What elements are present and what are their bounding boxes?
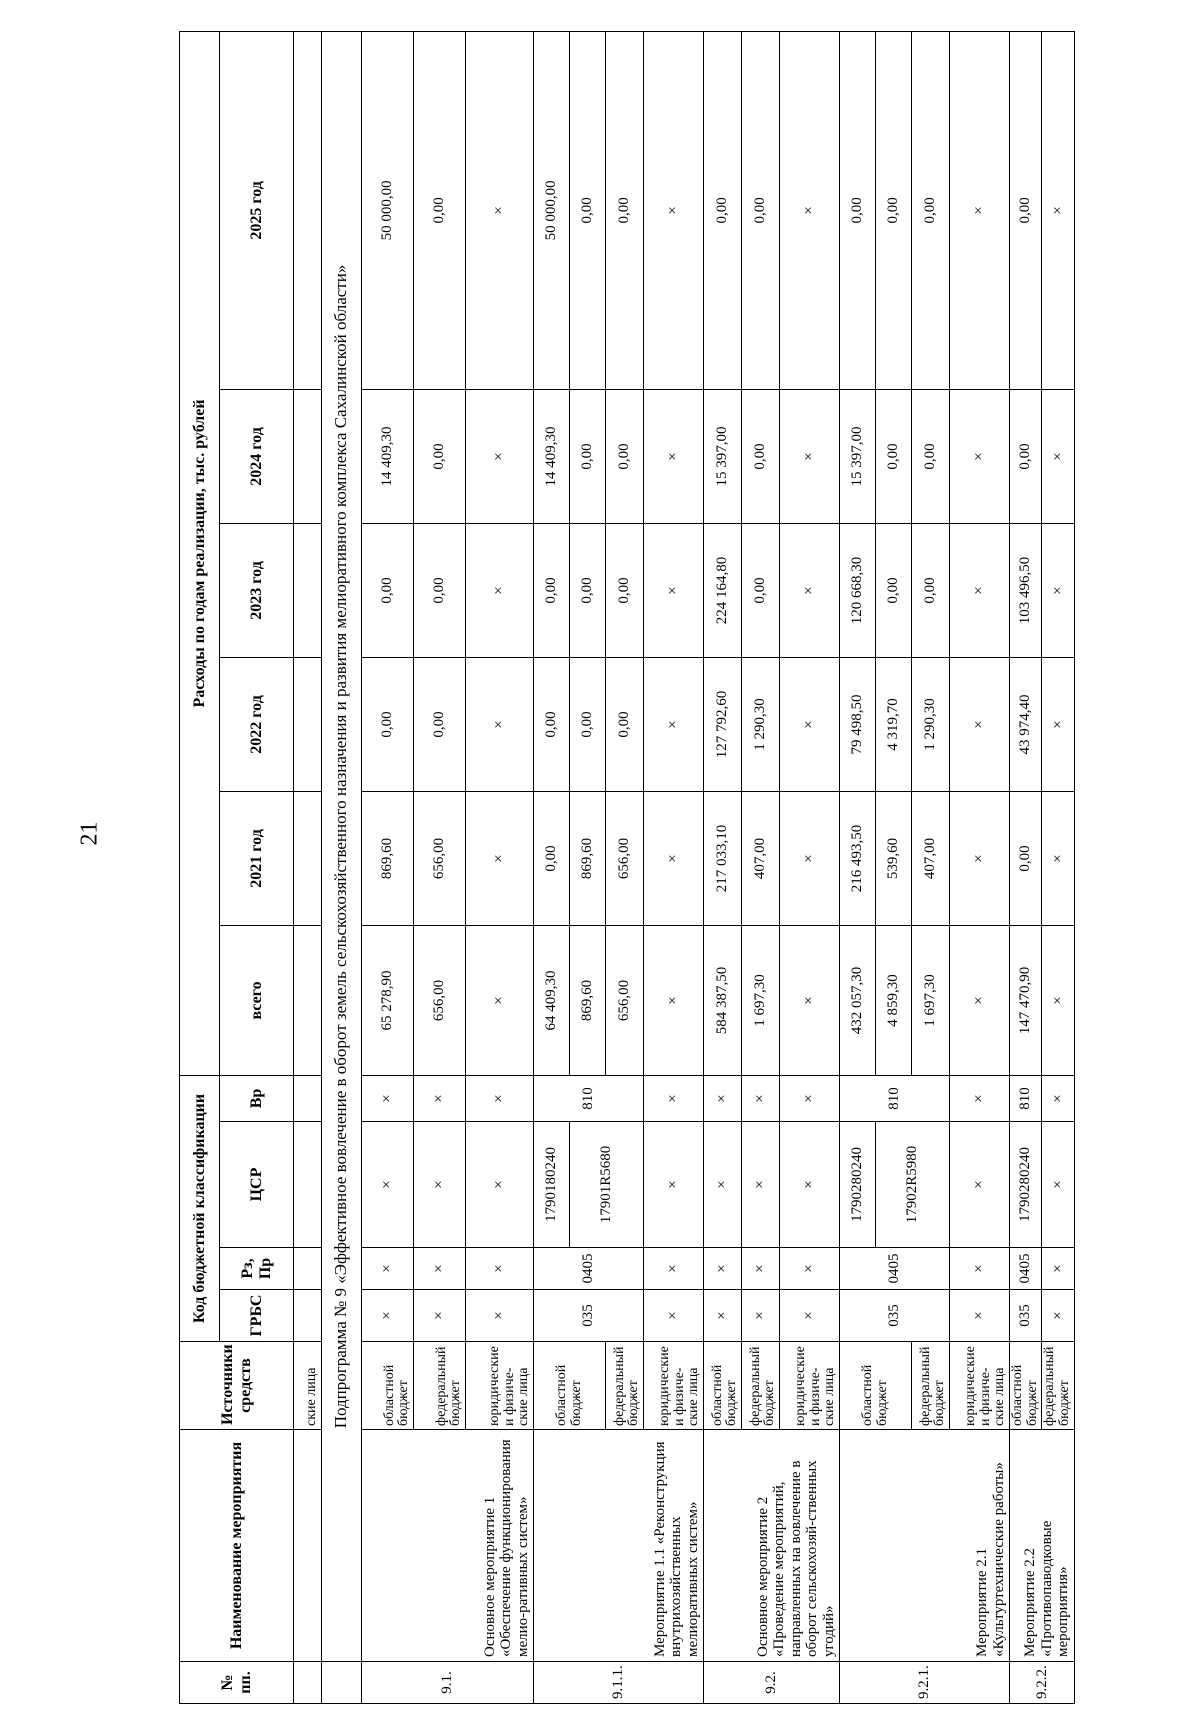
value-2024: 0,00	[742, 389, 780, 523]
x-mark: ×	[466, 1290, 534, 1342]
x-mark: ×	[780, 1290, 840, 1342]
x-mark: ×	[644, 657, 704, 791]
value-2023: 0,00	[606, 523, 644, 657]
x-mark: ×	[414, 1248, 466, 1290]
grbs-code: 035	[1010, 1290, 1042, 1342]
x-mark: ×	[466, 1122, 534, 1248]
value-2024: 0,00	[912, 389, 950, 523]
csr-code: 1790280240	[840, 1122, 876, 1248]
value-2025: 0,00	[414, 31, 466, 389]
value-2022: 1 290,30	[912, 657, 950, 791]
x-mark: ×	[780, 657, 840, 791]
csr-code: 17901R5680	[570, 1122, 644, 1248]
value-total: 432 057,30	[840, 925, 876, 1075]
x-mark: ×	[414, 1290, 466, 1342]
event-name: Мероприятие 2.2 «Противопаводковые мероприятия»	[1010, 1430, 1075, 1662]
value-2024: 0,00	[876, 389, 912, 523]
x-mark: ×	[704, 1290, 742, 1342]
header-2021: 2021 год	[220, 791, 294, 925]
carryover-row	[294, 31, 322, 1703]
x-mark: ×	[1042, 523, 1074, 657]
rzpr-code: 0405	[534, 1248, 644, 1290]
x-mark: ×	[644, 791, 704, 925]
value-2021: 656,00	[414, 791, 466, 925]
header-2024: 2024 год	[220, 389, 294, 523]
value-total: 656,00	[606, 925, 644, 1075]
x-mark: ×	[950, 31, 1010, 389]
value-2024: 0,00	[414, 389, 466, 523]
value-2022: 0,00	[570, 657, 606, 791]
x-mark: ×	[466, 1248, 534, 1290]
x-mark: ×	[466, 523, 534, 657]
value-total: 656,00	[414, 925, 466, 1075]
x-mark: ×	[362, 1122, 414, 1248]
vr-code: 810	[1010, 1075, 1042, 1121]
value-2021: 869,60	[570, 791, 606, 925]
x-mark: ×	[644, 1290, 704, 1342]
x-mark: ×	[780, 925, 840, 1075]
grbs-code: 035	[840, 1290, 950, 1342]
event-name: Мероприятие 1.1 «Реконструкция внутрихозяйственных мелиоративных систем»	[534, 1430, 704, 1662]
x-mark: ×	[780, 1248, 840, 1290]
expenses-table	[179, 31, 1075, 1704]
header-vr: Вр	[220, 1075, 294, 1121]
x-mark: ×	[644, 1075, 704, 1121]
value-2021: 656,00	[606, 791, 644, 925]
header-rzpr: Рз, Пр	[220, 1248, 294, 1290]
source-legal: юридические и физиче-ские лица	[644, 1342, 704, 1430]
x-mark: ×	[1042, 31, 1074, 389]
value-total: 869,60	[570, 925, 606, 1075]
x-mark: ×	[1042, 389, 1074, 523]
x-mark: ×	[414, 1122, 466, 1248]
x-mark: ×	[742, 1290, 780, 1342]
value-2021: 869,60	[362, 791, 414, 925]
value-2022: 4 319,70	[876, 657, 912, 791]
row-9-2-1-oblast-a	[840, 31, 876, 1703]
row-9-1-oblast	[362, 31, 414, 1703]
source-legal: юридические и физиче-ские лица	[780, 1342, 840, 1430]
value-2025: 0,00	[876, 31, 912, 389]
x-mark: ×	[362, 1290, 414, 1342]
value-2022: 0,00	[606, 657, 644, 791]
x-mark: ×	[644, 925, 704, 1075]
x-mark: ×	[950, 523, 1010, 657]
source-federal: федеральный бюджет	[912, 1342, 950, 1430]
header-source: Источники средств	[180, 1342, 294, 1430]
x-mark: ×	[780, 389, 840, 523]
value-2025: 0,00	[742, 31, 780, 389]
subprogram-title: Подпрограмма № 9 «Эффективное вовлечение в оборот земель сельскохозяйственного назначения и развития мелиоративного комплекса Сахалинской области»	[322, 31, 362, 1661]
value-2021: 407,00	[742, 791, 780, 925]
csr-code: 17902R5980	[876, 1122, 950, 1248]
header-num: № пп.	[180, 1662, 294, 1704]
source-oblast: областной бюджет	[534, 1342, 606, 1430]
event-name: Мероприятие 2.1 «Культуртехнические работы»	[840, 1430, 1010, 1662]
x-mark: ×	[950, 1248, 1010, 1290]
x-mark: ×	[414, 1075, 466, 1121]
value-total: 4 859,30	[876, 925, 912, 1075]
x-mark: ×	[950, 1122, 1010, 1248]
value-2023: 0,00	[362, 523, 414, 657]
x-mark: ×	[466, 1075, 534, 1121]
source-federal: федеральный бюджет	[742, 1342, 780, 1430]
x-mark: ×	[704, 1248, 742, 1290]
value-2022: 0,00	[414, 657, 466, 791]
value-2023: 0,00	[742, 523, 780, 657]
x-mark: ×	[1042, 1290, 1074, 1342]
header-2022: 2022 год	[220, 657, 294, 791]
value-2025: 0,00	[606, 31, 644, 389]
x-mark: ×	[644, 1122, 704, 1248]
rotated-table-container	[179, 32, 1073, 1704]
x-mark: ×	[644, 31, 704, 389]
event-name: Основное мероприятие 2 «Проведение мероприятий, направленных на вовлечение в оборот сельскохозяй-ственных угодий»	[704, 1430, 840, 1662]
source-oblast: областной бюджет	[362, 1342, 414, 1430]
value-2022: 0,00	[362, 657, 414, 791]
value-total: 65 278,90	[362, 925, 414, 1075]
x-mark: ×	[1042, 1122, 1074, 1248]
x-mark: ×	[362, 1248, 414, 1290]
x-mark: ×	[780, 523, 840, 657]
x-mark: ×	[950, 1290, 1010, 1342]
value-2022: 0,00	[534, 657, 570, 791]
x-mark: ×	[950, 791, 1010, 925]
value-2021: 0,00	[534, 791, 570, 925]
x-mark: ×	[466, 925, 534, 1075]
x-mark: ×	[704, 1122, 742, 1248]
header-total: всего	[220, 925, 294, 1075]
source-federal: федеральный бюджет	[606, 1342, 644, 1430]
value-2023: 120 668,30	[840, 523, 876, 657]
header-code-group: Код бюджетной классификации	[180, 1075, 220, 1341]
value-2024: 15 397,00	[704, 389, 742, 523]
value-total: 1 697,30	[912, 925, 950, 1075]
header-2023: 2023 год	[220, 523, 294, 657]
x-mark: ×	[1042, 1075, 1074, 1121]
vr-code: 810	[534, 1075, 644, 1121]
grbs-code: 035	[534, 1290, 644, 1342]
x-mark: ×	[742, 1248, 780, 1290]
x-mark: ×	[362, 1075, 414, 1121]
source-federal: федеральный бюджет	[1042, 1342, 1074, 1430]
row-number: 9.2.	[704, 1662, 840, 1704]
row-9-1-1-oblast-a	[534, 31, 570, 1703]
x-mark: ×	[780, 1075, 840, 1121]
value-2024: 0,00	[606, 389, 644, 523]
x-mark: ×	[950, 1075, 1010, 1121]
value-2025: 0,00	[840, 31, 876, 389]
value-2023: 0,00	[912, 523, 950, 657]
x-mark: ×	[644, 389, 704, 523]
source-oblast: областной бюджет	[1010, 1342, 1042, 1430]
value-2021: 216 493,50	[840, 791, 876, 925]
value-2024: 15 397,00	[840, 389, 876, 523]
x-mark: ×	[466, 389, 534, 523]
header-csr: ЦСР	[220, 1122, 294, 1248]
header-name: Наименование мероприятия	[180, 1430, 294, 1662]
value-2023: 0,00	[414, 523, 466, 657]
event-name: Основное мероприятие 1 «Обеспечение функционирования мелио-ративных систем»	[362, 1430, 534, 1662]
value-2023: 0,00	[570, 523, 606, 657]
value-2021: 407,00	[912, 791, 950, 925]
x-mark: ×	[1042, 791, 1074, 925]
subprogram-row	[322, 31, 362, 1703]
x-mark: ×	[1042, 657, 1074, 791]
value-2021: 0,00	[1010, 791, 1042, 925]
page-number: 21	[76, 821, 103, 846]
value-2024: 0,00	[1010, 389, 1042, 523]
x-mark: ×	[950, 925, 1010, 1075]
x-mark: ×	[780, 31, 840, 389]
value-2022: 43 974,40	[1010, 657, 1042, 791]
value-2021: 539,60	[876, 791, 912, 925]
value-2025: 0,00	[912, 31, 950, 389]
value-2023: 0,00	[876, 523, 912, 657]
value-2024: 0,00	[570, 389, 606, 523]
value-total: 64 409,30	[534, 925, 570, 1075]
value-2025: 0,00	[1010, 31, 1042, 389]
carryover-source: ские лица	[294, 1342, 322, 1430]
value-2022: 79 498,50	[840, 657, 876, 791]
x-mark: ×	[950, 657, 1010, 791]
x-mark: ×	[742, 1075, 780, 1121]
csr-code: 1790180240	[534, 1122, 570, 1248]
row-9-2-oblast	[704, 31, 742, 1703]
source-legal: юридические и физиче-ские лица	[466, 1342, 534, 1430]
value-total: 584 387,50	[704, 925, 742, 1075]
rzpr-code: 0405	[840, 1248, 950, 1290]
value-total: 147 470,90	[1010, 925, 1042, 1075]
x-mark: ×	[1042, 925, 1074, 1075]
x-mark: ×	[644, 1248, 704, 1290]
header-expenses-group: Расходы по годам реализации, тыс. рублей	[180, 31, 220, 1075]
x-mark: ×	[704, 1075, 742, 1121]
header-2025: 2025 год	[220, 31, 294, 389]
csr-code: 1790280240	[1010, 1122, 1042, 1248]
x-mark: ×	[742, 1122, 780, 1248]
value-2022: 1 290,30	[742, 657, 780, 791]
rzpr-code: 0405	[1010, 1248, 1042, 1290]
source-legal: юридические и физиче-ские лица	[950, 1342, 1010, 1430]
row-9-2-2-oblast	[1010, 31, 1042, 1703]
row-number: 9.1.	[362, 1662, 534, 1704]
x-mark: ×	[1042, 1248, 1074, 1290]
value-2024: 14 409,30	[362, 389, 414, 523]
value-2025: 0,00	[704, 31, 742, 389]
value-2025: 50 000,00	[362, 31, 414, 389]
row-number: 9.2.2.	[1010, 1662, 1075, 1704]
x-mark: ×	[950, 389, 1010, 523]
value-total: 1 697,30	[742, 925, 780, 1075]
value-2021: 217 033,10	[704, 791, 742, 925]
x-mark: ×	[466, 657, 534, 791]
vr-code: 810	[840, 1075, 950, 1121]
x-mark: ×	[644, 523, 704, 657]
row-number: 9.1.1.	[534, 1662, 704, 1704]
header-grbs: ГРБС	[220, 1290, 294, 1342]
x-mark: ×	[466, 791, 534, 925]
x-mark: ×	[780, 791, 840, 925]
value-2022: 127 792,60	[704, 657, 742, 791]
source-oblast: областной бюджет	[840, 1342, 912, 1430]
value-2023: 0,00	[534, 523, 570, 657]
source-federal: федеральный бюджет	[414, 1342, 466, 1430]
row-number: 9.2.1.	[840, 1662, 1010, 1704]
x-mark: ×	[466, 31, 534, 389]
value-2024: 14 409,30	[534, 389, 570, 523]
x-mark: ×	[780, 1122, 840, 1248]
value-2025: 50 000,00	[534, 31, 570, 389]
source-oblast: областной бюджет	[704, 1342, 742, 1430]
value-2023: 224 164,80	[704, 523, 742, 657]
value-2023: 103 496,50	[1010, 523, 1042, 657]
value-2025: 0,00	[570, 31, 606, 389]
header-row-1	[180, 31, 220, 1703]
